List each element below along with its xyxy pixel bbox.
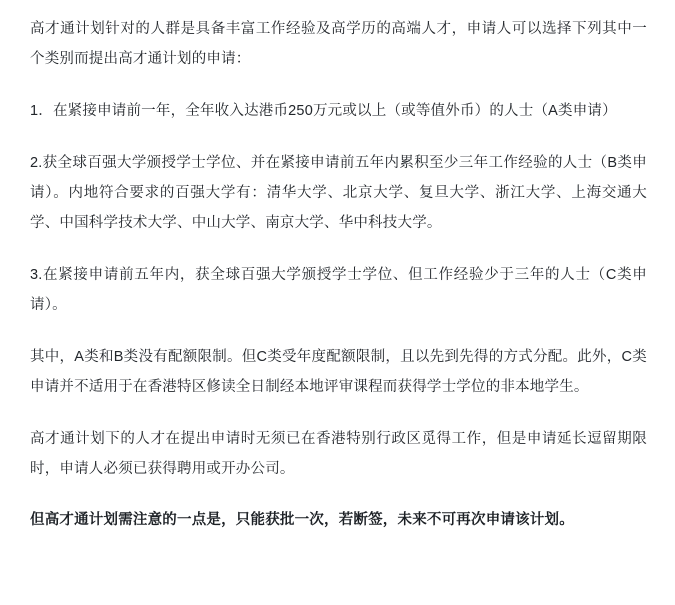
- paragraph-employment-note: 高才通计划下的人才在提出申请时无须已在香港特别行政区觅得工作，但是申请延长逗留期限时，申请人必须已获得聘用或开办公司。: [30, 431, 647, 477]
- paragraph-warning-note: 但高才通计划需注意的一点是，只能获批一次，若断签，未来不可再次申请该计划。: [30, 512, 574, 528]
- paragraph-category-c: 3.在紧接申请前五年内，获全球百强大学颁授学士学位、但工作经验少于三年的人士（C类申请）。: [30, 267, 647, 313]
- paragraph-intro: 高才通计划针对的人群是具备丰富工作经验及高学历的高端人才，申请人可以选择下列其中一个类别而提出高才通计划的申请：: [30, 21, 647, 67]
- paragraph-category-b: 2.获全球百强大学颁授学士学位、并在紧接申请前五年内累积至少三年工作经验的人士（B类申请）。内地符合要求的百强大学有：清华大学、北京大学、复旦大学、浙江大学、上海交通大学、中国科学技术大学、中山大学、南京大学、华中科技大学。: [30, 155, 647, 231]
- paragraph-category-a: 1．在紧接申请前一年，全年收入达港币250万元或以上（或等值外币）的人士（A类申请）: [30, 103, 617, 119]
- paragraph-quota-note: 其中，A类和B类没有配额限制。但C类受年度配额限制，且以先到先得的方式分配。此外，C类申请并不适用于在香港特区修读全日制经本地评审课程而获得学士学位的非本地学生。: [30, 349, 647, 395]
